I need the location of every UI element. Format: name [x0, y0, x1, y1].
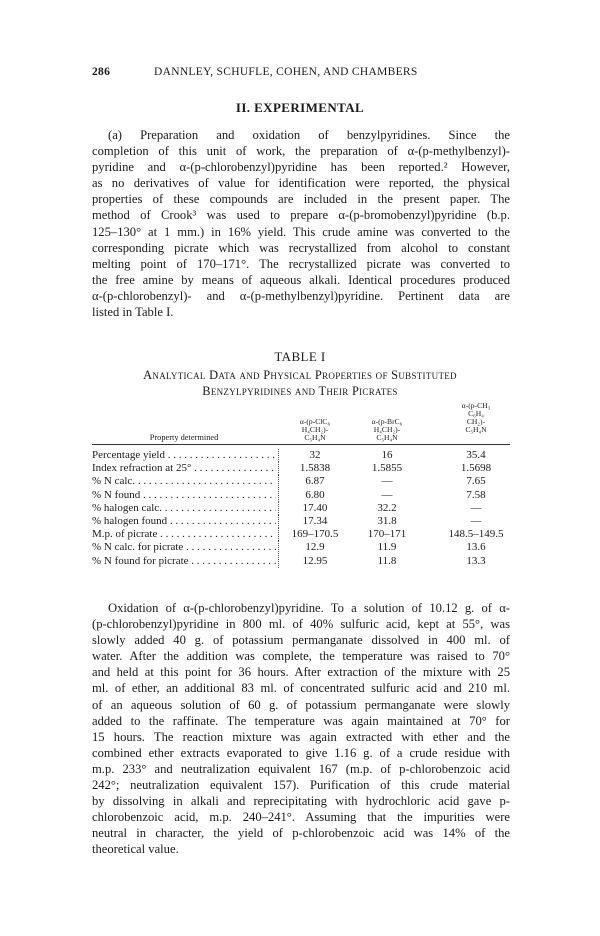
table-label: TABLE I — [274, 349, 326, 364]
property-cell: M.p. of picrate . . . — [92, 528, 276, 540]
value-cell: 16 — [381, 449, 393, 461]
section-title: II. EXPERIMENTAL — [235, 100, 365, 115]
paragraph-preparation — [92, 127, 510, 320]
column-divider — [278, 555, 279, 568]
value-cell: 32 — [309, 449, 321, 461]
value-cell: — — [381, 488, 393, 501]
text-line: water. After the addition was complete, the temperature was raised to 70° — [92, 649, 510, 664]
text-line: 125–130° at 1 mm.) in 16% yield. This crude amine was converted to the — [92, 224, 510, 239]
column-header-bromo-line: H₄CH₂)- — [373, 425, 401, 434]
text-line: corresponding picrate which was recrystallized from alcohol to constant — [92, 240, 510, 255]
column-header-methyl-line: CH₂)- — [466, 417, 486, 426]
column-header-bromo — [356, 418, 418, 442]
column-header-chloro — [284, 418, 346, 442]
text-line: Oxidation of α-(p-chlorobenzyl)pyridine. To a solution of 10.12 g. of α- — [108, 601, 510, 615]
property-cell: % N calc. . . . — [92, 475, 276, 487]
value-cell: 32.2 — [377, 501, 397, 514]
text-line: pyridine and α-(p-chlorobenzyl)pyridine has been reported.² However, — [92, 160, 510, 175]
table-rule — [92, 444, 510, 445]
row-header-property: Property determined — [149, 433, 219, 442]
value-cell: 170–171 — [367, 528, 407, 541]
column-header-methyl-line: C₆H₄ — [468, 409, 484, 418]
table-row — [92, 502, 510, 515]
value-cell: 7.58 — [466, 488, 486, 501]
table-caption-line-2: Benzylpyridines and Their Picrates — [202, 384, 398, 398]
column-header-bromo-line: C₅H₄N — [376, 433, 398, 442]
column-divider — [278, 502, 279, 515]
column-header-bromo-line: α-(p-BrC₆ — [371, 417, 403, 426]
table-row — [92, 528, 510, 541]
property-cell: % N calc. for picrate . . . — [92, 541, 276, 553]
value-cell: 1.5838 — [299, 462, 331, 475]
column-header-chloro-line: α-(p-ClC₆ — [299, 417, 331, 426]
column-header-chloro-line: C₅H₄N — [304, 433, 326, 442]
column-header-chloro-line: H₄CH₂)- — [301, 425, 329, 434]
column-divider — [278, 475, 279, 488]
text-line: by dissolving in alkali and reprecipitating with hydrochloric acid gave p- — [92, 794, 510, 809]
table-row — [92, 489, 510, 502]
value-cell: 1.5698 — [460, 462, 492, 475]
text-line: chlorobenzoic acid, m.p. 240–241°. Assuming that the impurities were — [92, 810, 510, 825]
property-cell: % N found for picrate . . . — [92, 555, 276, 567]
text-line: listed in Table I. — [92, 305, 174, 320]
column-divider — [278, 515, 279, 528]
table-row — [92, 449, 510, 462]
text-line: slowly added 40 g. of potassium permanganate dissolved in 400 ml. of — [92, 633, 510, 648]
value-cell: 11.8 — [377, 554, 397, 567]
value-cell: 1.5855 — [371, 462, 403, 475]
text-line: α-(p-chlorobenzyl)- and α-(p-methylbenzyl)pyridine. Pertinent data are — [92, 288, 510, 303]
text-line: (a) Preparation and oxidation of benzylpyridines. Since the — [108, 128, 510, 142]
value-cell: 148.5–149.5 — [448, 528, 504, 541]
text-line: ml. of ether, an additional 83 ml. of concentrated sulfuric acid and 210 ml. — [92, 681, 510, 696]
value-cell: 12.95 — [302, 554, 328, 567]
text-line: added to the raffinate. The temperature was again maintained at 70° for — [92, 713, 510, 728]
paragraph-oxidation — [92, 600, 510, 858]
text-line: neutral in character, the yield of p-chlorobenzoic acid was 14% of the — [92, 826, 510, 841]
text-line: 242°; neutralization equivalent 157). Purification of this crude material — [92, 778, 510, 793]
column-divider — [278, 489, 279, 502]
text-line: combined ether extracts evaporated to give 1.16 g. of a crude residue with — [92, 745, 510, 760]
running-head-authors: DANNLEY, SCHUFLE, COHEN, AND CHAMBERS — [154, 66, 418, 78]
page-number: 286 — [92, 66, 111, 78]
column-header-methyl-line: α-(p-CH₃ — [461, 401, 491, 410]
running-head — [92, 66, 510, 78]
column-divider — [278, 528, 279, 541]
value-cell: 12.9 — [305, 541, 325, 554]
value-cell: 13.3 — [466, 554, 486, 567]
text-line: method of Crook³ was used to prepare α-(p-bromobenzyl)pyridine (b.p. — [92, 208, 510, 223]
column-header-methyl — [442, 402, 510, 434]
text-line: melting point of 170–171°. The recrystallized picrate was converted to — [92, 256, 510, 271]
value-cell: 7.65 — [466, 475, 486, 488]
value-cell: 11.9 — [377, 541, 397, 554]
table-row — [92, 475, 510, 488]
text-line: (p-chlorobenzyl)pyridine in 800 ml. of 40% sulfuric acid, kept at 55°, was — [92, 617, 510, 632]
value-cell: 35.4 — [466, 449, 486, 461]
text-line: properties of these compounds are included in the present paper. The — [92, 192, 510, 207]
column-divider — [278, 462, 279, 475]
value-cell: 169–170.5 — [291, 528, 339, 541]
table-row — [92, 541, 510, 554]
value-cell: 17.40 — [302, 501, 328, 514]
text-line: of an aqueous solution of 60 g. of potassium permanganate were slowly — [92, 697, 510, 712]
text-line: and held at this point for 36 hours. After extraction of the mixture with 25 — [92, 665, 510, 680]
column-header-methyl-line: C₅H₄N — [465, 425, 487, 434]
value-cell: 13.6 — [466, 541, 486, 554]
property-cell: % halogen calc. . . . — [92, 502, 276, 514]
column-divider — [278, 449, 279, 462]
property-cell: % N found . . . — [92, 489, 276, 501]
column-divider — [278, 541, 279, 554]
value-cell: 6.80 — [305, 488, 325, 501]
text-line: the free amine by means of aqueous alkali. Identical procedures produced — [92, 272, 510, 287]
text-line: 15 hours. The reaction mixture was again extracted with ether and the — [92, 729, 510, 744]
text-line: as no derivatives of value for identification were reported, the physical — [92, 176, 510, 191]
property-cell: Percentage yield . . . — [92, 449, 276, 461]
property-cell: Index refraction at 25° . . . — [92, 462, 276, 474]
property-cell: % halogen found . . . — [92, 515, 276, 527]
table-row — [92, 515, 510, 528]
table-row — [92, 555, 510, 568]
value-cell: — — [381, 475, 393, 488]
table-caption-line-1: Analytical Data and Physical Properties of Substituted — [143, 368, 457, 382]
text-line: theoretical value. — [92, 842, 179, 857]
value-cell: 6.87 — [305, 475, 325, 488]
value-cell: 31.8 — [377, 515, 397, 527]
text-line: m.p. 233° and neutralization equivalent 167 (m.p. of p-chlorobenzoic acid — [92, 761, 510, 776]
value-cell: — — [470, 515, 482, 527]
value-cell: — — [470, 501, 482, 514]
value-cell: 17.34 — [302, 515, 328, 527]
table-row — [92, 462, 510, 475]
text-line: completion of this unit of work, the preparation of α-(p-methylbenzyl)- — [92, 144, 510, 159]
